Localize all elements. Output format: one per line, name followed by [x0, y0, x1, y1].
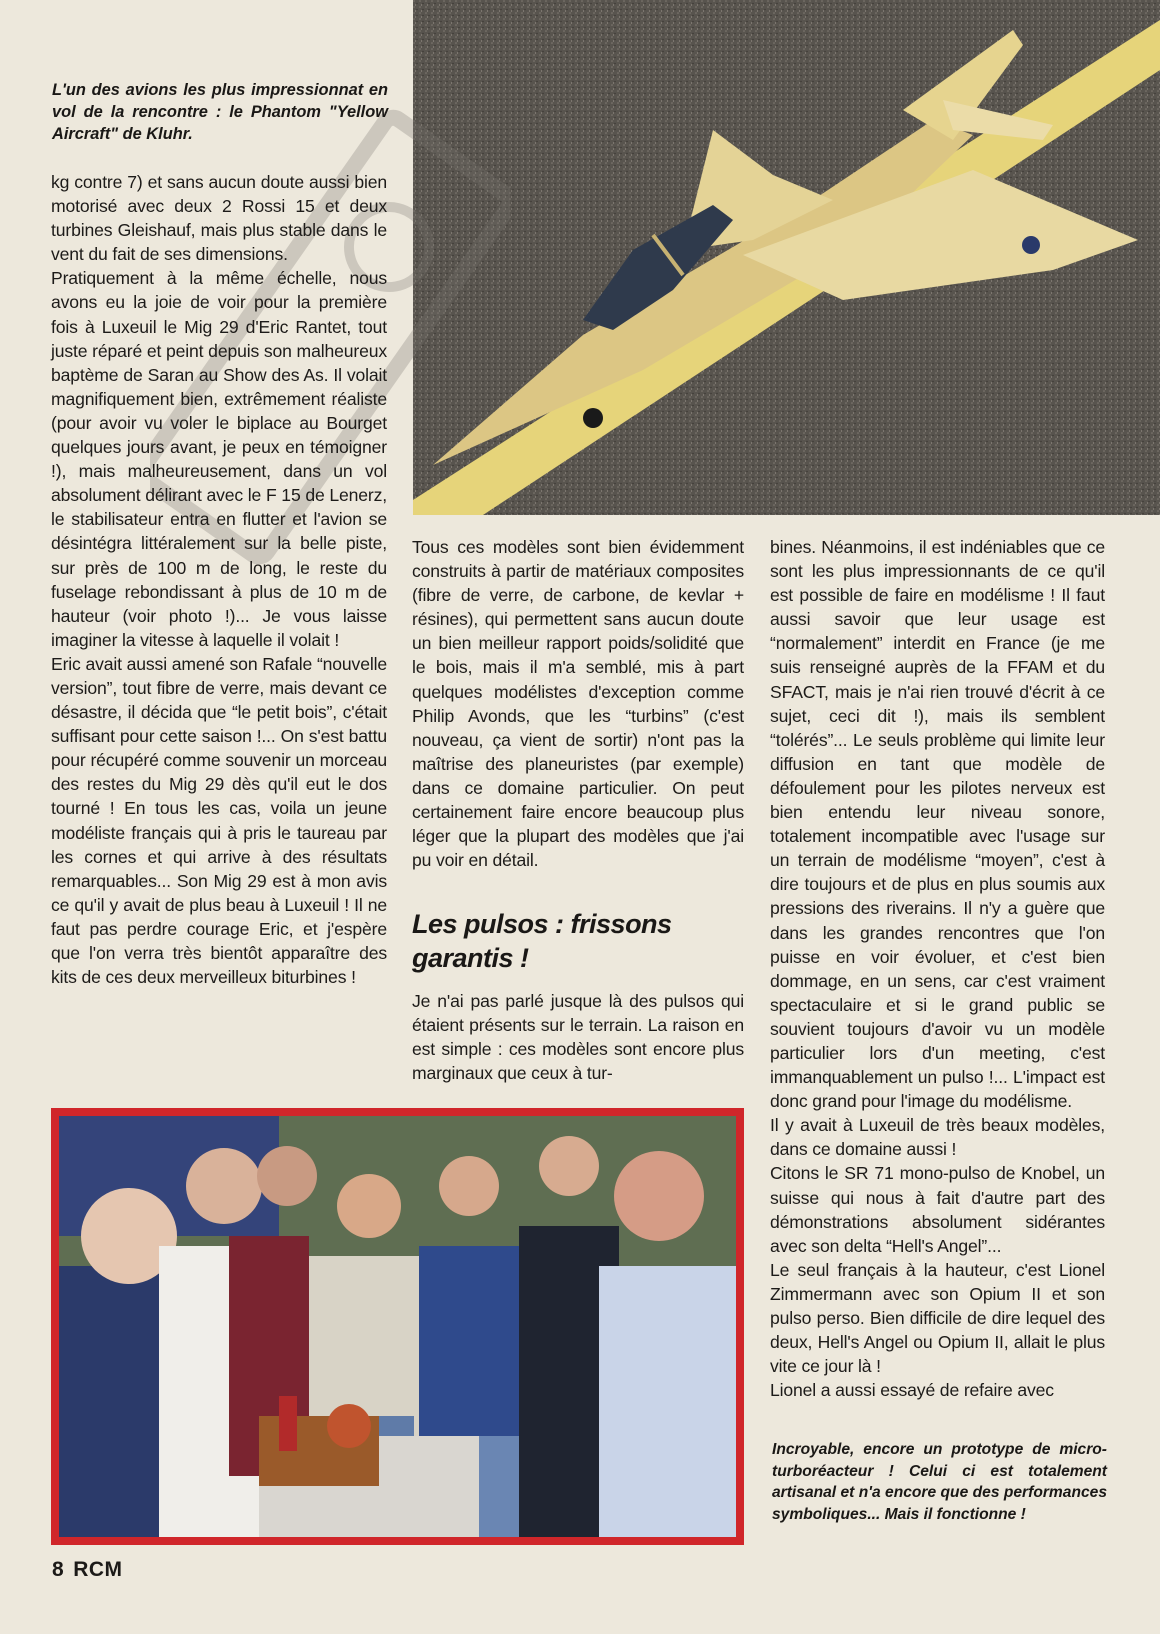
magazine-name: RCM	[73, 1558, 123, 1581]
section-heading: Les pulsos : frissons garantis !	[412, 909, 672, 973]
paragraph: Lionel a aussi essayé de refaire avec	[770, 1380, 1054, 1401]
person	[599, 1266, 736, 1537]
paragraph: Il y avait à Luxeuil de très beaux modèles, dans ce domaine aussi !	[770, 1115, 1105, 1160]
group-photo-frame	[51, 1108, 744, 1545]
paragraph: Je n'ai pas parlé jusque là des pulsos qui étaient présents sur le terrain. La raison en est simple : ces modèles sont encore plus marginaux que ceux à tur-	[412, 991, 744, 1084]
paragraph: bines. Néanmoins, il est indéniables que ce sont les plus impressionnants de ce qu'il est possible de faire en modélisme ! Il faut aussi savoir que leur usage est “normalement” interdit en France (je me suis renseigné auprès de la FFAM et du SFACT, mais je n'ai rien trouvé d'écrit à ce sujet, ceci dit !), mais ils semblent “tolérés”... Le seuls problème qui limite leur diffusion en tant que modèle de défoulement pour les pilotes nerveux est bien entendu leur niveau sonore, totalement incompatible avec l'usage sur un terrain de modélisme “moyen”, c'est à dire toujours et de plus en plus soumis aux pressions des riverains. Il n'y a guère que dans les grandes rencontres que l'on puisse en voir évoluer, et c'est bien dommage, en un sens, car c'est vraiment spectaculaire et si le grand public se souvient toujours d'avoir vu un modèle particulier lors d'un meeting, c'est immanquablement un pulso !... L'impact est donc grand pour l'image du modélisme.	[770, 537, 1105, 1112]
paragraph: Citons le SR 71 mono-pulso de Knobel, un suisse qui nous à fait d'autre part des démonstrations absolument sidérantes avec son delta “Hell's Angel”...	[770, 1163, 1105, 1256]
photo-caption-bottom: Incroyable, encore un prototype de micro-turboréacteur ! Celui ci est totalement artisanal et n'a encore que des performances symboliques... Mais il fonctionne !	[772, 1441, 1107, 1523]
article-column-middle-continued	[412, 989, 744, 1085]
paragraph: kg contre 7) et sans aucun doute aussi bien motorisé avec deux 2 Rossi 15 et deux turbines Gleishauf, mais plus stable dans le vent du fait de ses dimensions.	[51, 172, 387, 265]
roundel	[1022, 236, 1040, 254]
nose-gear	[583, 408, 603, 428]
phantom-jet-photo	[413, 0, 1160, 515]
person	[419, 1246, 519, 1446]
page-folio	[52, 1558, 123, 1582]
photo-caption-top: L'un des avions les plus impressionnat en vol de la rencontre : le Phantom "Yellow Aircraft" de Kluhr.	[52, 81, 388, 143]
group-photo	[59, 1116, 736, 1537]
micro-turbine	[327, 1404, 371, 1448]
article-column-right	[770, 535, 1105, 1402]
paragraph: Tous ces modèles sont bien évidemment construits à partir de matériaux composites (fibre de verre, de carbone, de kevlar + résines), qui permettent sans aucun doute un bien meilleur rapport poids/solidité que le bois, mais il m'a semblé, mis à part quelques modélistes d'exception comme Philip Avonds, que les “turbins” (c'est nouveau, ça vient de sortir) n'ont pas la maîtrise des planeuristes (par exemple) dans ce domaine particulier. On peut certainement faire encore beaucoup plus léger que la plupart des modèles que j'ai pu voir en détail.	[412, 537, 744, 871]
group-photo-illustration	[59, 1116, 736, 1537]
article-column-left	[51, 170, 387, 989]
paragraph: Pratiquement à la même échelle, nous avons eu la joie de voir pour la première fois à Luxeuil le Mig 29 d'Eric Rantet, tout juste réparé et peint depuis son malheureux baptème de Saran au Show des As. Il volait magnifiquement bien, extrêmement réaliste (pour avoir vu voler le biplace au Bourget quelques jours avant, je peux en témoigner !), mais malheureusement, dans un vol absolument délirant avec le F 15 de Lenerz, le stabilisateur entra en flutter et l'avion se désintégra littéralement sur la belle piste, sur près de 100 m de long, le reste du fuselage rebondissant à plus de 10 m de hauteur (voir photo !)... Je vous laisse imaginer la vitesse à laquelle il volait !	[51, 268, 387, 650]
article-column-middle	[412, 535, 744, 872]
phantom-jet-illustration	[413, 0, 1160, 515]
paragraph: Le seul français à la hauteur, c'est Lionel Zimmermann avec son Opium II et son pulso perso. Bien difficile de dire lequel des deux, Hell's Angel ou Opium II, allait le plus vite ce jour là !	[770, 1259, 1105, 1377]
paragraph: Eric avait aussi amené son Rafale “nouvelle version”, tout fibre de verre, mais devant ce désastre, il décida que “le petit bois”, c'était suffisant pour cette saison !... On s'est battu pour récupéré comme souvenir un morceau des restes du Mig 29 dès qu'il eut le dos tourné ! En tous les cas, voila un jeune modéliste français qui à pris le taureau par les cornes et qui arrive à des résultats remarquables... Son Mig 29 est à mon avis ce qu'il y avait de plus beau à Luxeuil ! Il ne faut pas perdre courage Eric, et j'espère que l'on verra très bientôt apparaître des kits de ces deux merveilleux biturbines !	[51, 653, 387, 988]
page-number: 8	[52, 1558, 65, 1581]
